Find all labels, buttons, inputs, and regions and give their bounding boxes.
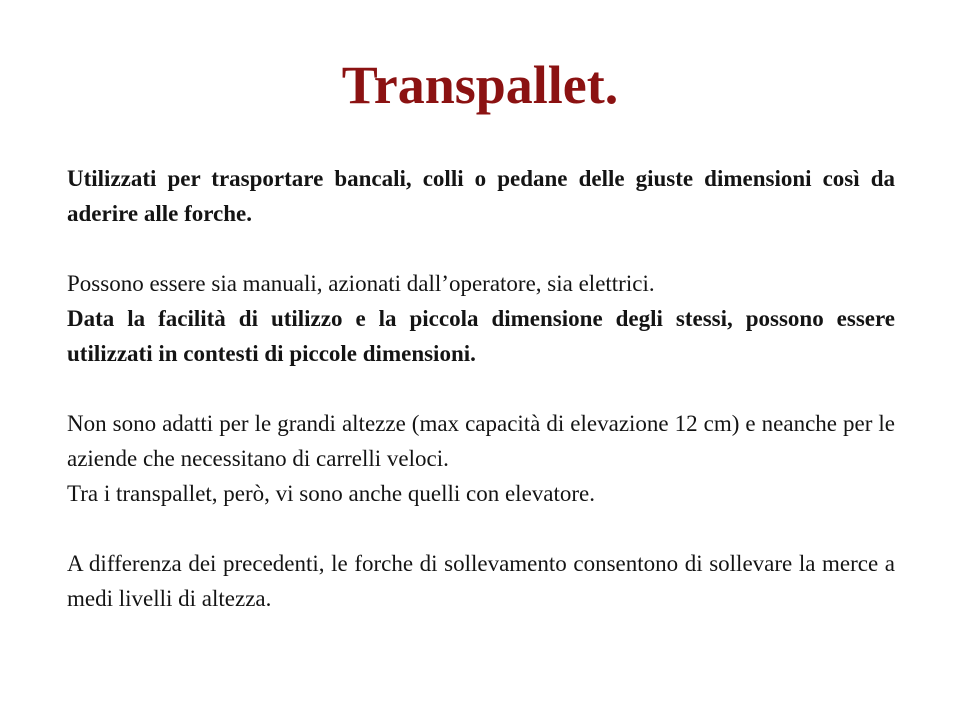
paragraph-usage: Utilizzati per trasportare bancali, colli o pedane delle giuste dimensioni così da aderire alle forche. bbox=[67, 166, 895, 226]
paragraph-elevator: Tra i transpallet, però, vi sono anche quelli con elevatore. bbox=[67, 481, 595, 506]
paragraph-difference: A differenza dei precedenti, le forche di sollevamento consentono di sollevare la merce a medi livelli di altezza. bbox=[67, 551, 895, 611]
slide-body bbox=[67, 161, 895, 616]
paragraph-types: Possono essere sia manuali, azionati dall’operatore, sia elettrici. bbox=[67, 271, 655, 296]
spacer bbox=[67, 371, 895, 406]
slide-title: Transpallet. bbox=[341, 55, 619, 115]
paragraph-limits: Non sono adatti per le grandi altezze (max capacità di elevazione 12 cm) e neanche per le aziende che necessitano di carrelli veloci. bbox=[67, 411, 895, 471]
spacer bbox=[67, 231, 895, 266]
spacer bbox=[67, 511, 895, 546]
paragraph-ease-of-use: Data la facilità di utilizzo e la piccola dimensione degli stessi, possono essere utilizzati in contesti di piccole dimensioni. bbox=[67, 306, 895, 366]
